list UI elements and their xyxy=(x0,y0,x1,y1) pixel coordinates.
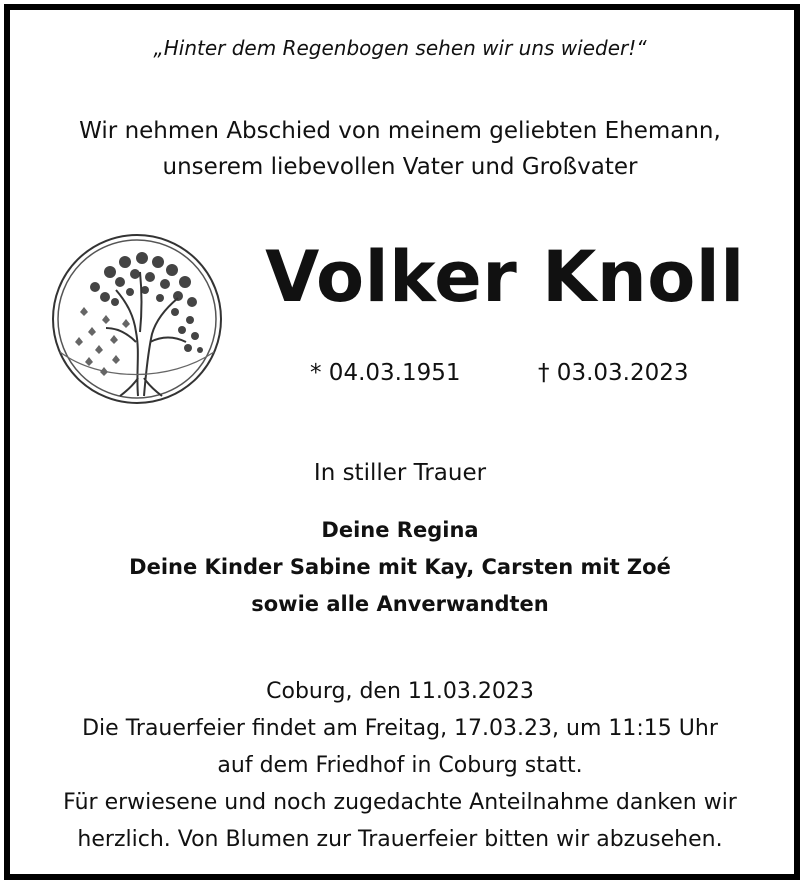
family-line: Deine Kinder Sabine mit Kay, Carsten mit Zoé xyxy=(129,555,671,579)
intro-line: Wir nehmen Abschied von meinem geliebten Ehemann, xyxy=(79,118,721,144)
footer-line: auf dem Friedhof in Coburg statt. xyxy=(217,753,583,778)
footer-line: Für erwiesene und noch zugedachte Anteilnahme danken wir xyxy=(63,790,737,815)
intro-line: unserem liebevollen Vater und Großvater xyxy=(162,154,638,180)
footer-line: Die Trauerfeier findet am Freitag, 17.03.23, um 11:15 Uhr xyxy=(82,716,718,741)
footer-line: Coburg, den 11.03.2023 xyxy=(266,679,534,704)
family-line: sowie alle Anverwandten xyxy=(251,592,549,616)
family-signatures xyxy=(0,512,800,623)
birth-date: * 04.03.1951 xyxy=(310,360,461,386)
deceased-name: Volker Knoll xyxy=(265,236,745,318)
death-date: † 03.03.2023 xyxy=(538,360,689,386)
family-line: Deine Regina xyxy=(321,518,479,542)
footer-line: herzlich. Von Blumen zur Trauerfeier bitten wir abzusehen. xyxy=(77,827,723,852)
funeral-details xyxy=(0,673,800,858)
mourning-line: In stiller Trauer xyxy=(313,460,487,486)
tree-of-life-icon xyxy=(50,232,224,406)
quote: „Hinter dem Regenbogen sehen wir uns wieder!“ xyxy=(153,36,647,60)
intro-text xyxy=(0,113,800,185)
